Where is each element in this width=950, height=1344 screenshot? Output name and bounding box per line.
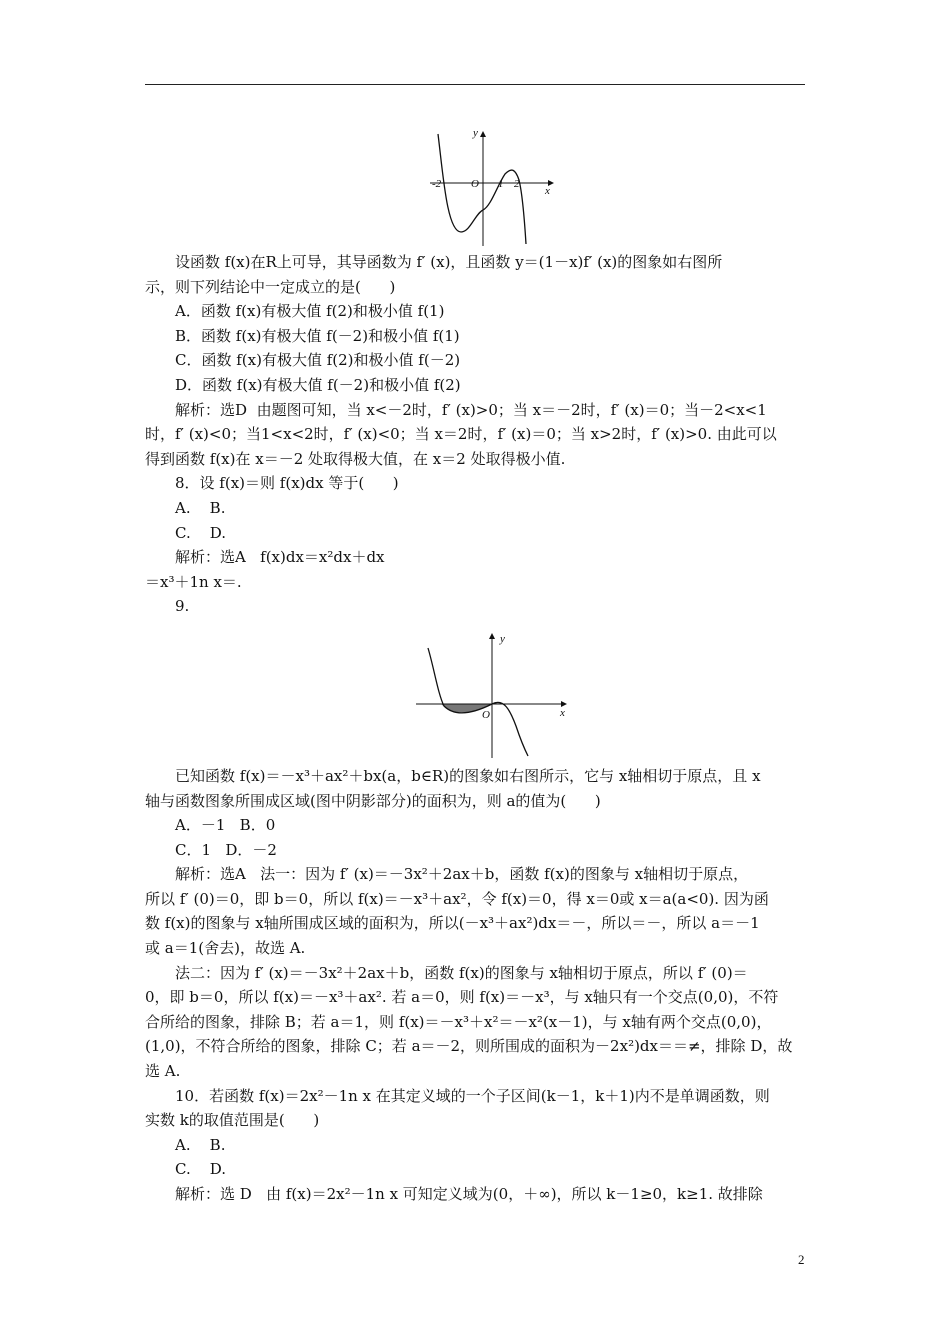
option-line: A．函数 f(x)有极大值 f(2)和极小值 f(1): [175, 302, 445, 321]
text-line: 所以 f′ (0)＝0，即 b＝0，所以 f(x)＝－x³＋ax²，令 f(x)＝0，得 x＝0或 x＝a(a<0). 因为函: [145, 889, 769, 908]
x-label: x: [545, 185, 550, 197]
option-line: A. B.: [175, 498, 226, 517]
question-10: 10．若函数 f(x)＝2x²－1n x 在其定义域的一个子区间(k－1，k＋1)内不是单调函数，则: [175, 1086, 770, 1105]
y-label: y: [500, 633, 505, 645]
text-line: 或 a＝1(舍去)，故选 A.: [145, 939, 306, 958]
text-line: 数 f(x)的图象与 x轴所围成区域的面积为，所以(－x³＋ax²)dx＝－，所以＝－，所以 a＝－1: [145, 914, 760, 933]
figure-derivative-graph: [425, 124, 560, 248]
option-line: C. D.: [175, 1160, 227, 1179]
x-label: x: [560, 707, 565, 719]
text-line: 法二：因为 f′ (x)＝－3x²＋2ax＋b，函数 f(x)的图象与 x轴相切于原点，所以 f′ (0)＝: [175, 963, 748, 982]
tick-1: 1: [498, 178, 504, 190]
curve: [438, 134, 526, 244]
text-line: 时，f′ (x)<0；当1<x<2时，f′ (x)<0；当 x＝2时，f′ (x)＝0；当 x>2时，f′ (x)>0. 由此可以: [145, 425, 777, 444]
text-line: 得到函数 f(x)在 x＝－2 处取得极大值，在 x＝2 处取得极小值.: [145, 449, 566, 468]
question-8: 8．设 f(x)＝则 f(x)dx 等于( ): [175, 474, 399, 493]
origin-label: O: [482, 709, 490, 721]
text-line: 实数 k的取值范围是( ): [145, 1111, 320, 1130]
text-line: 解析：选 D 由 f(x)＝2x²－1n x 可知定义域为(0，＋∞)，所以 k－1≥0，k≥1. 故排除: [175, 1185, 763, 1203]
text-line: 示，则下列结论中一定成立的是( ): [145, 277, 396, 296]
text-line: 设函数 f(x)在R上可导，其导函数为 f′ (x)，且函数 y＝(1－x)f′ (x)的图象如右图所: [175, 253, 723, 271]
origin-label: O: [471, 178, 479, 190]
option-line: A．－1 B．0: [175, 816, 276, 835]
text-line: 0，即 b＝0，所以 f(x)＝－x³＋ax². 若 a＝0，则 f(x)＝－x³，与 x轴只有一个交点(0,0)，不符: [145, 988, 779, 1007]
text-line: ＝x³＋1n x＝.: [145, 572, 242, 591]
document-body: [145, 250, 807, 1207]
text-line: 解析：选D 由题图可知，当 x<－2时，f′ (x)>0；当 x＝－2时，f′ (x)＝0；当－2<x<1: [175, 400, 767, 419]
text-line: 解析：选A f(x)dx＝x²dx＋dx: [175, 548, 385, 567]
header-rule: [145, 84, 805, 85]
tick-2: 2: [514, 178, 520, 190]
page-number: 2: [798, 1252, 805, 1267]
text-line: 解析：选A 法一：因为 f′ (x)＝－3x²＋2ax＋b，函数 f(x)的图象与 x轴相切于原点，: [175, 865, 749, 884]
option-line: A. B.: [175, 1135, 226, 1154]
text-line: 选 A.: [145, 1062, 181, 1081]
text-line: 合所给的图象，排除 B；若 a＝1，则 f(x)＝－x³＋x²＝－x²(x－1)，与 x轴有两个交点(0,0)，: [145, 1012, 772, 1031]
tick-neg2: -2: [432, 178, 442, 190]
y-label: y: [473, 127, 478, 139]
option-line: B．函数 f(x)有极大值 f(－2)和极小值 f(1): [175, 326, 460, 345]
option-line: C. D.: [175, 523, 227, 542]
text-line: (1,0)，不符合所给的图象，排除 C；若 a＝－2，则所围成的面积为－2x²)dx＝＝≠，排除 D，故: [145, 1037, 793, 1056]
option-line: C．函数 f(x)有极大值 f(2)和极小值 f(－2): [175, 351, 461, 370]
option-line: D．函数 f(x)有极大值 f(－2)和极小值 f(2): [175, 375, 461, 394]
option-line: C．1 D．－2: [175, 840, 277, 859]
text-line: 已知函数 f(x)＝－x³＋ax²＋bx(a，b∈R)的图象如右图所示，它与 x轴相切于原点，且 x: [175, 766, 761, 785]
text-line: 轴与函数图象所围成区域(图中阴影部分)的面积为，则 a的值为( ): [145, 791, 601, 810]
question-9: 9.: [175, 597, 190, 616]
